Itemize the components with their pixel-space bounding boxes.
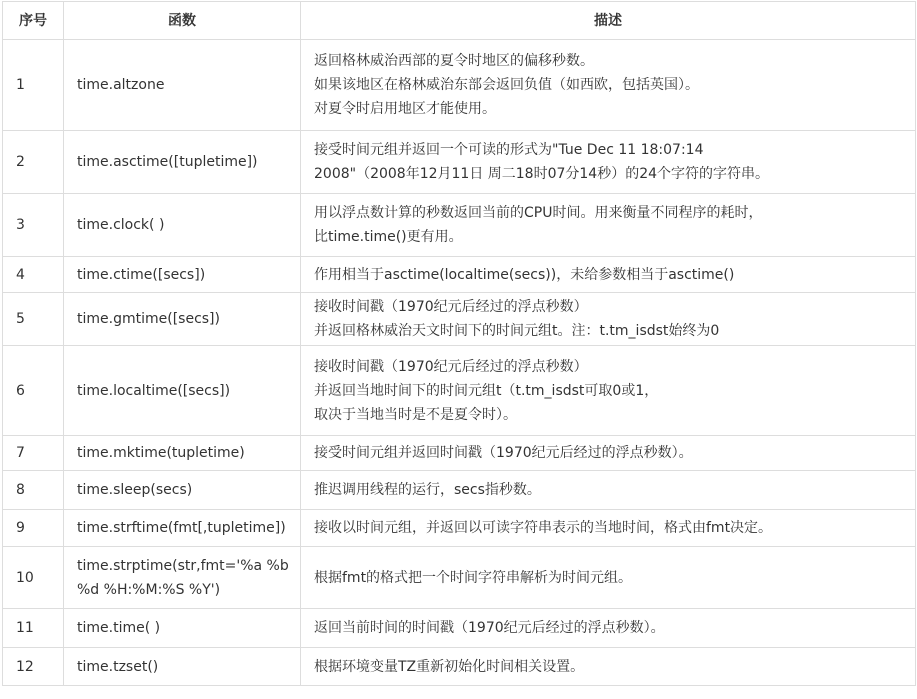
desc-line: 返回格林威治西部的夏令时地区的偏移秒数。 [314, 53, 594, 69]
table-row [3, 194, 916, 257]
desc-line: 根据fmt的格式把一个时间字符串解析为时间元组。 [314, 569, 633, 586]
cell-func [64, 510, 301, 547]
desc-line: 比time.time()更有用。 [314, 229, 463, 245]
cell-desc [301, 436, 916, 471]
func-line: time.asctime([tupletime]) [77, 154, 258, 170]
cell-num: 4 [3, 257, 64, 293]
cell-desc [301, 648, 916, 686]
cell-desc [301, 293, 916, 346]
desc-line: 接收时间戳（1970纪元后经过的浮点秒数） [314, 358, 588, 375]
cell-num: 10 [3, 547, 64, 609]
cell-desc [301, 547, 916, 609]
cell-func [64, 471, 301, 510]
func-line: time.mktime(tupletime) [77, 445, 245, 461]
table-row [3, 547, 916, 609]
cell-num: 12 [3, 648, 64, 686]
cell-desc [301, 510, 916, 547]
table-row [3, 257, 916, 293]
cell-num: 11 [3, 609, 64, 648]
table-row [3, 293, 916, 346]
desc-line: 并返回格林威治天文时间下的时间元组t。注：t.tm_isdst始终为0 [314, 323, 720, 339]
cell-func [64, 609, 301, 648]
header-desc: 描述 [301, 2, 916, 40]
cell-num: 5 [3, 293, 64, 346]
cell-func [64, 346, 301, 436]
cell-desc [301, 131, 916, 194]
table-row [3, 40, 916, 131]
cell-func [64, 131, 301, 194]
cell-num: 8 [3, 471, 64, 510]
table-row [3, 471, 916, 510]
cell-num: 3 [3, 194, 64, 257]
header-num: 序号 [3, 2, 64, 40]
desc-line: 并返回当地时间下的时间元组t（t.tm_isdst可取0或1， [314, 382, 659, 399]
header-func: 函数 [64, 2, 301, 40]
cell-func [64, 257, 301, 293]
desc-line: 取决于当地当时是不是夏令时）。 [314, 406, 517, 423]
desc-line: 2008"（2008年12月11日 周二18时07分14秒）的24个字符的字符串。 [314, 166, 770, 182]
func-line: time.altzone [77, 77, 165, 93]
desc-line: 接收时间戳（1970纪元后经过的浮点秒数） [314, 299, 588, 315]
func-line: time.ctime([secs]) [77, 266, 206, 283]
desc-line: 推迟调用线程的运行，secs指秒数。 [314, 482, 541, 498]
desc-line: 接受时间元组并返回一个可读的形式为"Tue Dec 11 18:07:14 [314, 142, 704, 158]
desc-line: 对夏令时启用地区才能使用。 [314, 101, 496, 117]
cell-func [64, 40, 301, 131]
func-line: time.sleep(secs) [77, 482, 193, 498]
func-line: time.time( ) [77, 620, 161, 636]
cell-num: 1 [3, 40, 64, 131]
desc-line: 作用相当于asctime(localtime(secs))，未给参数相当于asctime() [314, 266, 735, 283]
desc-line: 用以浮点数计算的秒数返回当前的CPU时间。用来衡量不同程序的耗时， [314, 205, 763, 221]
table-row [3, 648, 916, 686]
desc-line: 接受时间元组并返回时间戳（1970纪元后经过的浮点秒数）。 [314, 445, 693, 461]
cell-num: 6 [3, 346, 64, 436]
table-row [3, 436, 916, 471]
cell-func [64, 293, 301, 346]
cell-desc [301, 609, 916, 648]
desc-line: 接收以时间元组，并返回以可读字符串表示的当地时间，格式由fmt决定。 [314, 520, 773, 536]
func-line: time.localtime([secs]) [77, 382, 231, 399]
cell-desc [301, 257, 916, 293]
desc-line: 返回当前时间的时间戳（1970纪元后经过的浮点秒数）。 [314, 620, 665, 636]
func-line: time.clock( ) [77, 217, 165, 233]
cell-func [64, 436, 301, 471]
cell-num: 2 [3, 131, 64, 194]
header-row [3, 2, 916, 40]
table-row [3, 510, 916, 547]
cell-desc [301, 194, 916, 257]
cell-func [64, 194, 301, 257]
func-line: time.gmtime([secs]) [77, 311, 220, 327]
func-line: time.tzset() [77, 658, 159, 675]
cell-num: 9 [3, 510, 64, 547]
desc-line: 如果该地区在格林威治东部会返回负值（如西欧，包括英国）。 [314, 77, 699, 93]
table-row [3, 346, 916, 436]
func-line: %d %H:%M:%S %Y') [77, 581, 221, 598]
time-functions-table [2, 1, 916, 686]
table-row [3, 131, 916, 194]
cell-desc [301, 471, 916, 510]
func-line: time.strftime(fmt[,tupletime]) [77, 520, 286, 536]
desc-line: 根据环境变量TZ重新初始化时间相关设置。 [314, 658, 585, 675]
cell-func [64, 648, 301, 686]
table-body [3, 40, 916, 686]
cell-num: 7 [3, 436, 64, 471]
cell-func [64, 547, 301, 609]
cell-desc [301, 40, 916, 131]
cell-desc [301, 346, 916, 436]
table-row [3, 609, 916, 648]
table-header [3, 2, 916, 40]
func-line: time.strptime(str,fmt='%a %b [77, 557, 289, 574]
